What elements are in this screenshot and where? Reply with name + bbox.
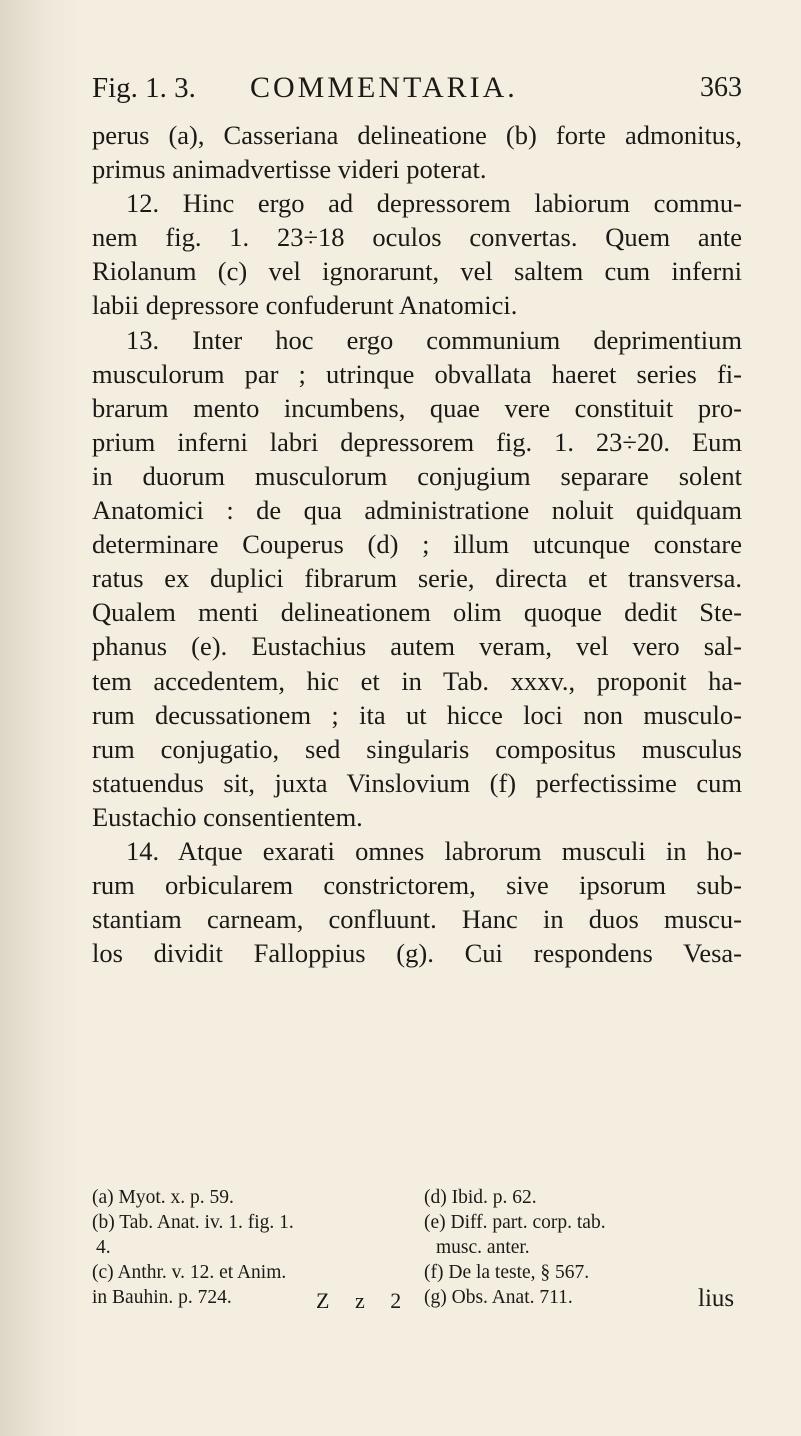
page-title: COMMENTARIA. <box>250 71 518 104</box>
text-line: labii depressore confuderunt Anatomici. <box>92 290 518 321</box>
footnote-d: (d) Ibid. p. 62. <box>424 1187 537 1208</box>
footnote-c-continuation: in Bauhin. p. 724. <box>92 1287 232 1308</box>
text-line: determinare Couperus (d) ; illum utcunque constare <box>92 529 742 560</box>
text-line: musculorum par ; utrinque obvallata haeret series fi- <box>92 358 742 389</box>
text-line: Qualem menti delineationem olim quoque dedit Ste- <box>92 597 742 628</box>
text-line: perus (a), Casseriana delineatione (b) forte admonitus, <box>92 120 742 150</box>
text-line: ratus ex duplici fibrarum serie, directa et transversa. <box>92 563 742 594</box>
figure-reference: Fig. 1. 3. <box>92 72 196 104</box>
text-line: 14. Atque exarati omnes labrorum musculi in ho- <box>126 835 742 866</box>
body-text <box>92 118 742 970</box>
footnote-a: (a) Myot. x. p. 59. <box>92 1187 234 1208</box>
text-line: Eustachio consentientem. <box>92 801 363 832</box>
text-line: rum decussationem ; ita ut hicce loci non musculo- <box>92 699 742 730</box>
text-line: brarum mento incumbens, quae vere constituit pro- <box>92 392 742 423</box>
footnote-e-continuation: musc. anter. <box>436 1237 530 1258</box>
text-line: 13. Inter hoc ergo communium deprimentium <box>126 324 742 355</box>
footnotes-right-column <box>424 1185 742 1310</box>
text-line: los dividit Falloppius (g). Cui respondens Vesa- <box>92 938 742 969</box>
footnote-c: (c) Anthr. v. 12. et Anim. <box>92 1262 287 1283</box>
text-line: Riolanum (c) vel ignorarunt, vel saltem cum inferni <box>92 256 742 287</box>
text-line: statuendus sit, juxta Vinslovium (f) perfectissime cum <box>92 767 742 798</box>
footnote-f: (f) De la teste, § 567. <box>424 1262 590 1283</box>
text-line: 12. Hinc ergo ad depressorem labiorum commu- <box>126 188 742 219</box>
text-line: rum conjugatio, sed singularis compositus musculus <box>92 733 742 764</box>
text-line: tem accedentem, hic et in Tab. xxxv., proponit ha- <box>92 665 742 696</box>
signature-mark: Z z 2 <box>316 1288 412 1313</box>
text-line: Anatomici : de qua administratione noluit quidquam <box>92 495 742 526</box>
text-line: rum orbicularem constrictorem, sive ipsorum sub- <box>92 870 742 901</box>
text-line: nem fig. 1. 23÷18 oculos convertas. Quem ante <box>92 222 742 253</box>
text-line: in duorum musculorum conjugium separare solent <box>92 460 742 491</box>
text-line: primus animadvertisse videri poterat. <box>92 154 487 185</box>
text-line: phanus (e). Eustachius autem veram, vel vero sal- <box>92 631 742 662</box>
footnote-e: (e) Diff. part. corp. tab. <box>424 1212 606 1233</box>
page-number: 363 <box>700 72 742 103</box>
text-line: stantiam carneam, confluunt. Hanc in duos muscu- <box>92 904 742 935</box>
footnote-b: (b) Tab. Anat. iv. 1. fig. 1. <box>92 1212 294 1233</box>
catchword: lius <box>698 1285 735 1312</box>
text-line: prium inferni labri depressorem fig. 1. 23÷20. Eum <box>92 426 742 457</box>
running-head <box>92 68 742 108</box>
footnote-b-continuation: 4. <box>96 1237 111 1258</box>
footnote-g: (g) Obs. Anat. 711. <box>424 1287 573 1308</box>
